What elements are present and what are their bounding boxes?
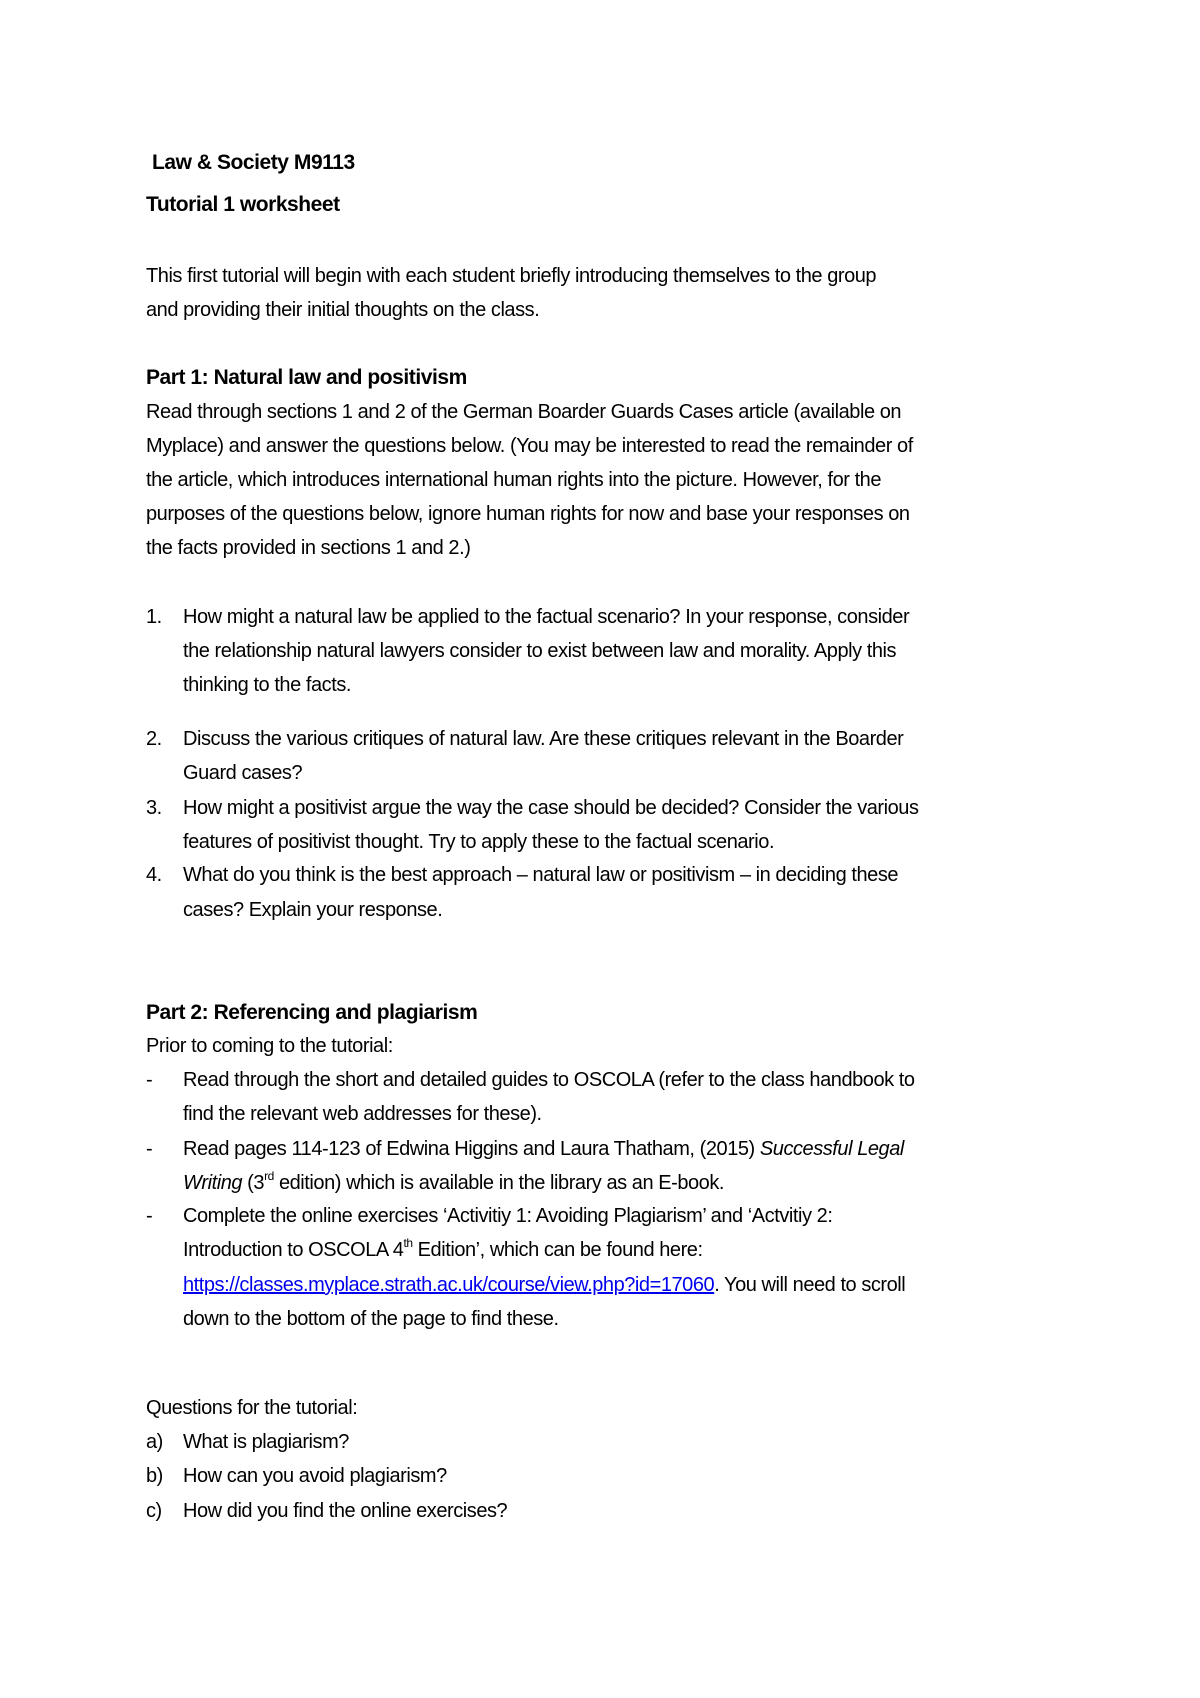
question-line: cases? Explain your response. [183,899,443,921]
question-number: 1. [146,606,162,628]
bullet-line: Complete the online exercises ‘Activitiy 1: Avoiding Plagiarism’ and ‘Actvitiy 2: [183,1205,833,1227]
question-label: a) [146,1431,163,1453]
part1-paragraph-line: the facts provided in sections 1 and 2.) [146,537,471,559]
question-line: How might a positivist argue the way the case should be decided? Consider the various [183,797,919,819]
question-line: Discuss the various critiques of natural law. Are these critiques relevant in the Boarder [183,728,904,750]
bullet-text: (3 [242,1172,265,1194]
question-line: thinking to the facts. [183,674,351,696]
question-line: the relationship natural lawyers consider to exist between law and morality. Apply this [183,640,897,662]
book-title: Successful Legal [759,1138,904,1160]
question-line: How might a natural law be applied to the factual scenario? In your response, consider [183,606,910,628]
bullet-text: . You will need to scroll [714,1274,906,1296]
bullet-line [183,1237,703,1263]
bullet-line: find the relevant web addresses for these). [183,1103,542,1125]
part2-intro: Prior to coming to the tutorial: [146,1035,393,1057]
document-title: Law & Society M9113 [152,151,355,174]
question-number: 2. [146,728,162,750]
bullet-text: Edition’, which can be found here: [412,1239,703,1261]
question-number: 4. [146,864,162,886]
question-label: c) [146,1500,162,1522]
superscript: th [403,1236,413,1250]
bullet-line [183,1136,904,1162]
question-text: What is plagiarism? [183,1431,349,1453]
intro-line: This first tutorial will begin with each student briefly introducing themselves to the group [146,265,877,287]
bullet-text: edition) which is available in the library as an E-book. [273,1172,725,1194]
question-line: What do you think is the best approach – natural law or positivism – in deciding these [183,864,899,886]
bullet-line: Read through the short and detailed guides to OSCOLA (refer to the class handbook to [183,1069,915,1091]
question-line: Guard cases? [183,762,303,784]
part1-paragraph-line: Read through sections 1 and 2 of the German Boarder Guards Cases article (available on [146,401,902,423]
bullet-marker: - [146,1138,153,1160]
part1-paragraph-line: Myplace) and answer the questions below. (You may be interested to read the remainder of [146,435,913,457]
question-line: features of positivist thought. Try to apply these to the factual scenario. [183,831,775,853]
myplace-course-link[interactable]: https://classes.myplace.strath.ac.uk/course/view.php?id=17060 [183,1274,715,1296]
part2-heading: Part 2: Referencing and plagiarism [146,1001,478,1024]
document-subtitle: Tutorial 1 worksheet [146,193,340,216]
bullet-line [183,1272,905,1298]
bullet-text: Introduction to OSCOLA 4 [183,1239,404,1261]
book-title: Writing [183,1172,243,1194]
bullet-line: down to the bottom of the page to find these. [183,1308,559,1330]
question-text: How did you find the online exercises? [183,1500,508,1522]
bullet-marker: - [146,1069,153,1091]
bullet-marker: - [146,1205,153,1227]
question-text: How can you avoid plagiarism? [183,1465,447,1487]
superscript: rd [264,1169,274,1183]
intro-line: and providing their initial thoughts on the class. [146,299,540,321]
bullet-line [183,1170,724,1196]
bullet-text: Read pages 114-123 of Edwina Higgins and Laura Thatham, (2015) [183,1138,760,1160]
part1-heading: Part 1: Natural law and positivism [146,366,467,389]
questions-heading: Questions for the tutorial: [146,1397,358,1419]
part1-paragraph-line: the article, which introduces international human rights into the picture. However, for the [146,469,882,491]
part1-paragraph-line: purposes of the questions below, ignore human rights for now and base your responses on [146,503,910,525]
question-number: 3. [146,797,162,819]
question-label: b) [146,1465,163,1487]
